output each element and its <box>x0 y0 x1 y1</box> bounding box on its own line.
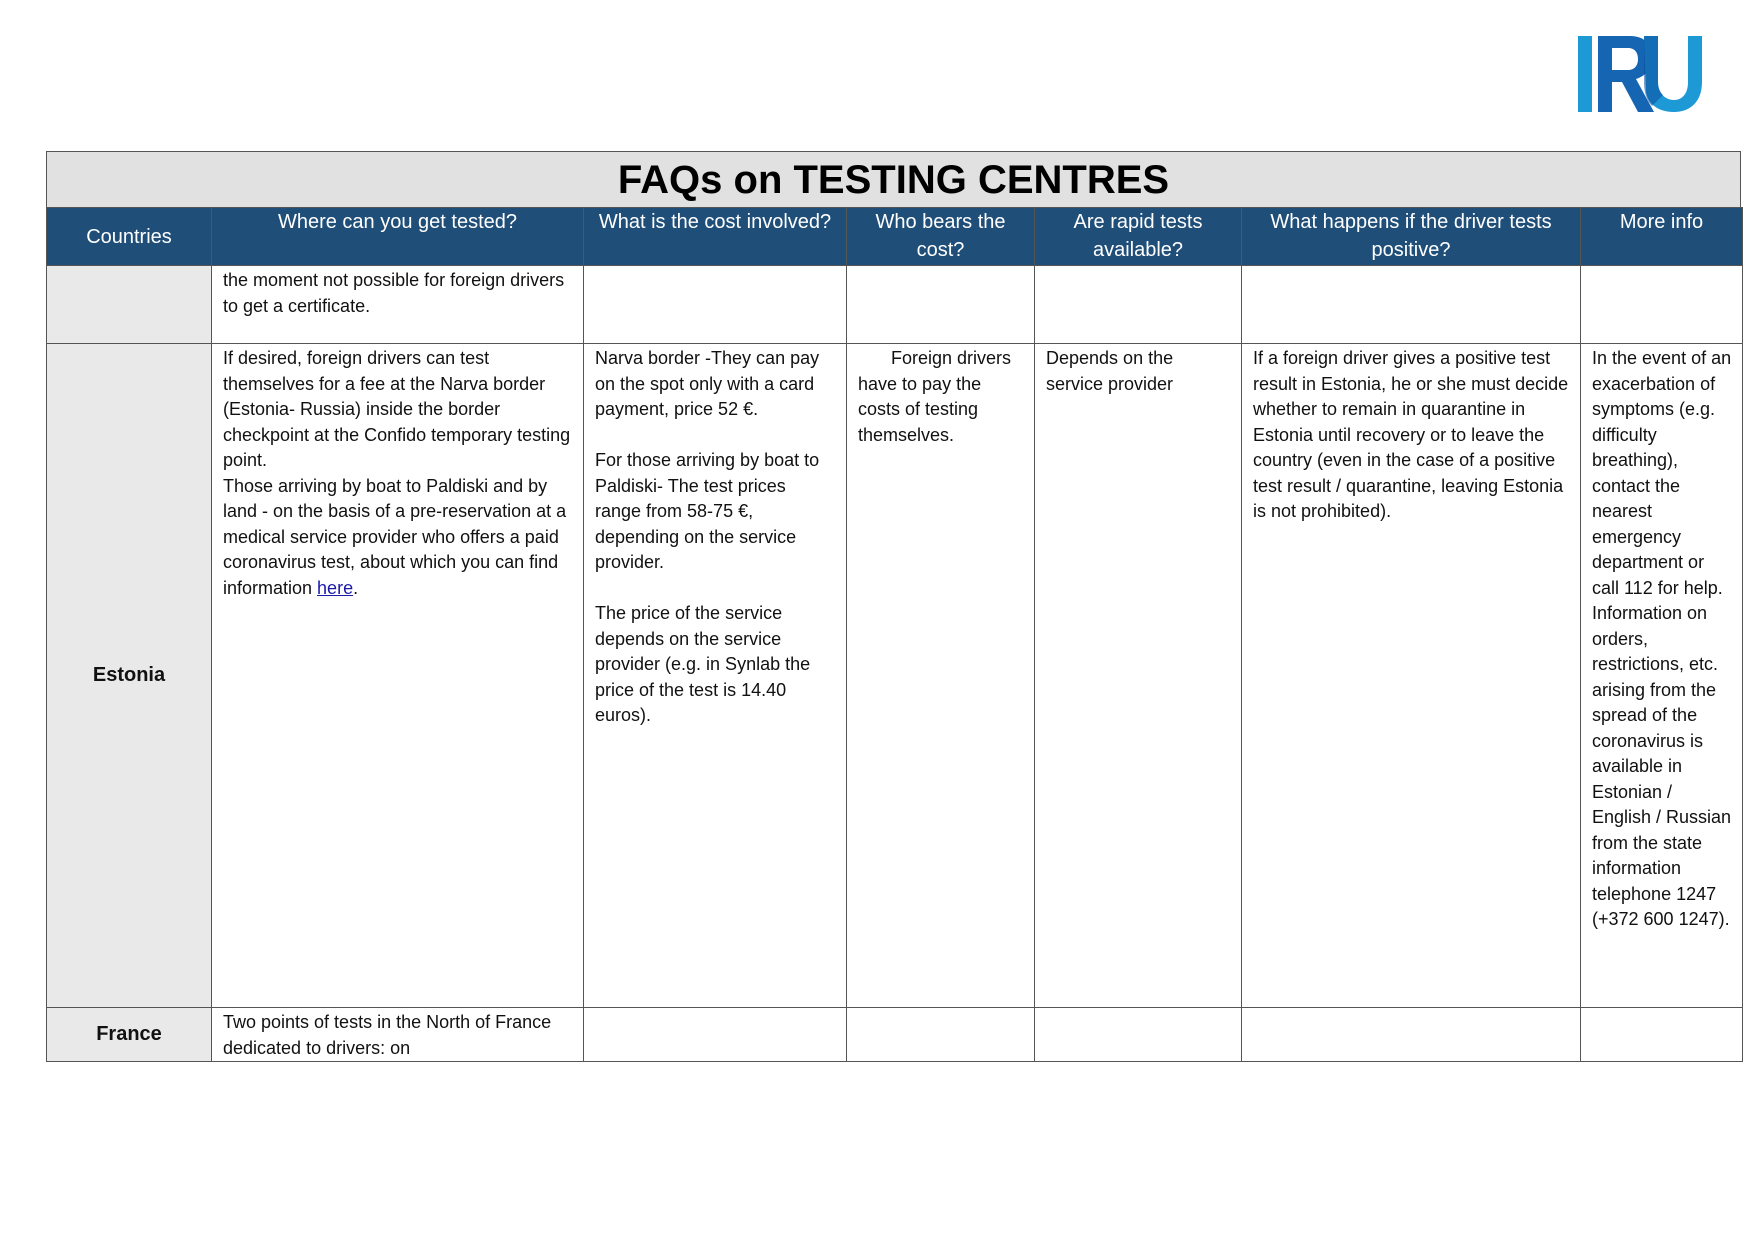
header-cost: What is the cost involved? <box>584 208 847 266</box>
where-paragraph-2-end: . <box>353 577 359 598</box>
table-row-france <box>47 1008 1743 1062</box>
info-cell <box>1581 266 1743 344</box>
where-cell <box>212 344 584 1008</box>
header-row <box>47 208 1743 266</box>
table-row-estonia <box>47 344 1743 1008</box>
header-positive: What happens if the driver tests positive? <box>1242 208 1581 266</box>
cost-cell <box>584 1008 847 1062</box>
table-row <box>47 266 1743 344</box>
country-cell: Estonia <box>47 344 212 1008</box>
where-paragraph-2-text: Those arriving by boat to Paldiski and by land - on the basis of a pre-reservation at a medical service provider who offers a paid coronavirus test, about which you can find information <box>223 475 567 598</box>
rapid-cell <box>1035 1008 1242 1062</box>
where-cell: the moment not possible for foreign drivers to get a certificate. <box>212 266 584 344</box>
where-paragraph-2 <box>223 474 573 602</box>
cost-paragraph-1: Narva border -They can pay on the spot only with a card payment, price 52 €. <box>595 348 820 419</box>
info-cell: In the event of an exacerbation of symptoms (e.g. difficulty breathing), contact the nearest emergency department or call 112 for help. Information on orders, restrictions, etc. arising from the spread of the coronavirus is available in Estonian / English / Russian from the state information telephone 1247 (+372 600 1247). <box>1581 344 1743 1008</box>
country-cell <box>47 266 212 344</box>
rapid-cell: Depends on the service provider <box>1035 344 1242 1008</box>
rapid-cell <box>1035 266 1242 344</box>
header-where: Where can you get tested? <box>212 208 584 266</box>
cost-cell <box>584 344 847 1008</box>
here-link[interactable]: here <box>317 577 354 598</box>
who-cell <box>847 1008 1035 1062</box>
cost-paragraph-2: For those arriving by boat to Paldiski- The test prices range from 58-75 €, depending on the service provider. <box>595 450 820 572</box>
header-countries: Countries <box>47 208 212 266</box>
who-cell <box>847 344 1035 1008</box>
where-cell: Two points of tests in the North of France dedicated to drivers: on <box>212 1008 584 1062</box>
positive-cell <box>1242 1008 1581 1062</box>
header-more-info: More info <box>1581 208 1743 266</box>
info-cell <box>1581 1008 1743 1062</box>
where-paragraph-1: If desired, foreign drivers can test themselves for a fee at the Narva border (Estonia- Russia) inside the border checkpoint at the Confido temporary testing point. <box>223 348 571 470</box>
who-text: Foreign drivers have to pay the costs of testing themselves. <box>858 348 1012 445</box>
iru-logo <box>1578 36 1702 112</box>
country-cell: France <box>47 1008 212 1062</box>
page-title: FAQs on TESTING CENTRES <box>46 151 1741 208</box>
positive-cell: If a foreign driver gives a positive test result in Estonia, he or she must decide whether to remain in quarantine in Estonia until recovery or to leave the country (even in the case of a positive test result / quarantine, leaving Estonia is not prohibited). <box>1242 344 1581 1008</box>
who-cell <box>847 266 1035 344</box>
cost-cell <box>584 266 847 344</box>
faq-table <box>46 207 1743 1062</box>
cost-paragraph-3: The price of the service depends on the service provider (e.g. in Synlab the price of the test is 14.40 euros). <box>595 603 811 725</box>
positive-cell <box>1242 266 1581 344</box>
header-who: Who bears the cost? <box>847 208 1035 266</box>
header-rapid: Are rapid tests available? <box>1035 208 1242 266</box>
